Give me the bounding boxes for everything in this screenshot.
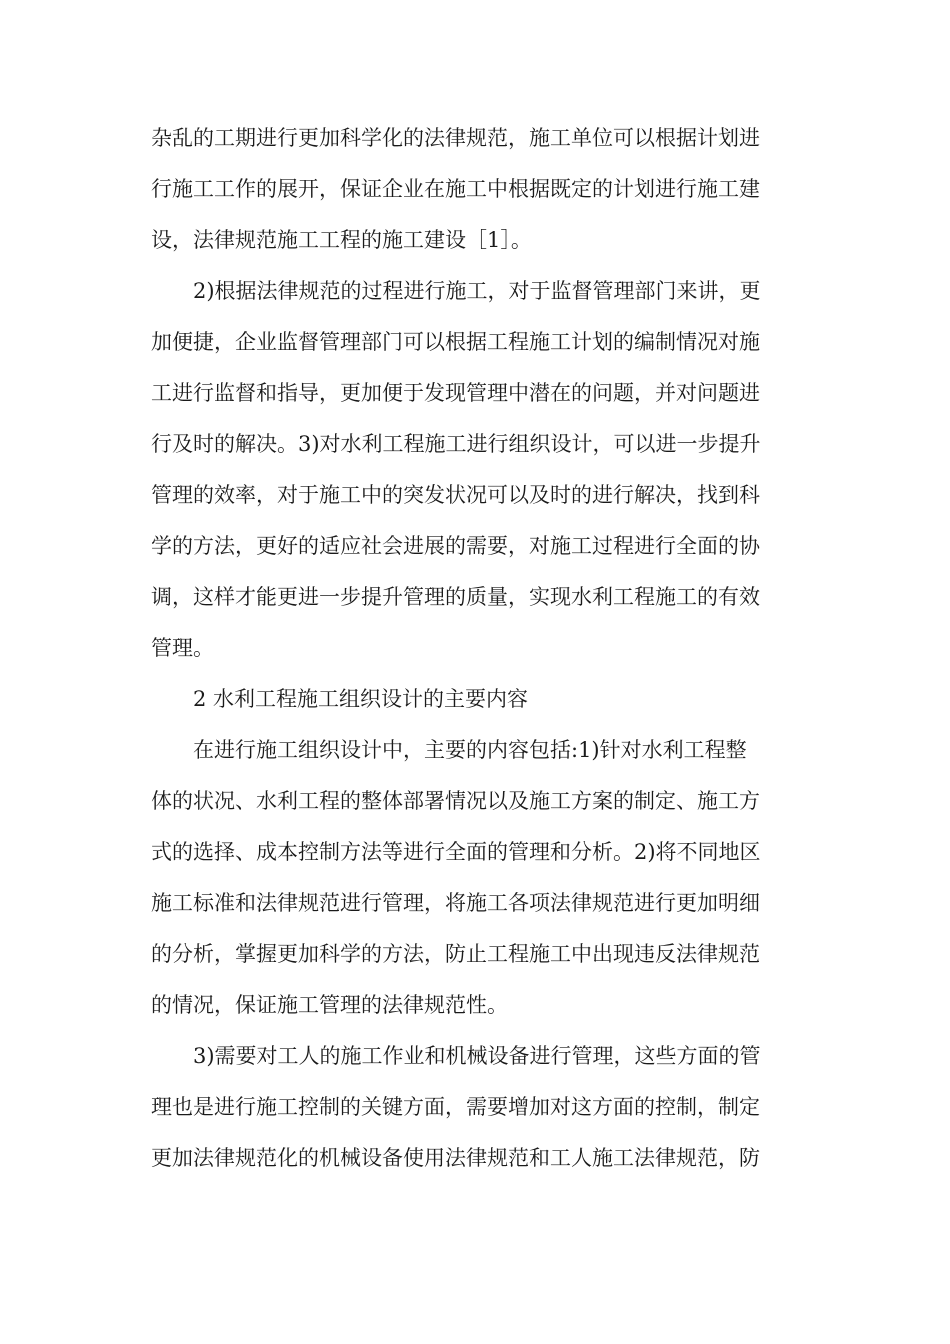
- text-line: 施工标准和法律规范进行管理，将施工各项法律规范进行更加明细: [151, 891, 760, 915]
- text-line: 管理的效率，对于施工中的突发状况可以及时的进行解决，找到科: [151, 483, 760, 507]
- text-line: 更加法律规范化的机械设备使用法律规范和工人施工法律规范，防: [151, 1146, 760, 1170]
- text-line: 工进行监督和指导，更加便于发现管理中潜在的问题，并对问题进: [151, 381, 760, 405]
- text-line: 体的状况、水利工程的整体部署情况以及施工方案的制定、施工方: [151, 789, 760, 813]
- text-line: 加便捷，企业监督管理部门可以根据工程施工计划的编制情况对施: [151, 330, 760, 354]
- section-heading: 2 水利工程施工组织设计的主要内容: [193, 687, 529, 711]
- text-line: 理也是进行施工控制的关键方面，需要增加对这方面的控制，制定: [151, 1095, 760, 1119]
- text-line: 管理。: [151, 636, 214, 660]
- text-line: 的分析，掌握更加科学的方法，防止工程施工中出现违反法律规范: [151, 942, 760, 966]
- text-line: 式的选择、成本控制方法等进行全面的管理和分析。2)将不同地区: [151, 840, 761, 864]
- text-line: 调，这样才能更进一步提升管理的质量，实现水利工程施工的有效: [151, 585, 760, 609]
- paragraph-start-line: 2)根据法律规范的过程进行施工，对于监督管理部门来讲，更: [193, 279, 761, 303]
- text-line: 学的方法，更好的适应社会进展的需要，对施工过程进行全面的协: [151, 534, 760, 558]
- text-line: 行施工工作的展开，保证企业在施工中根据既定的计划进行施工建: [151, 177, 760, 201]
- paragraph-start-line: 在进行施工组织设计中，主要的内容包括:1)针对水利工程整: [193, 738, 747, 762]
- paragraph-start-line: 3)需要对工人的施工作业和机械设备进行管理，这些方面的管: [193, 1044, 761, 1068]
- text-line: 杂乱的工期进行更加科学化的法律规范，施工单位可以根据计划进: [151, 126, 760, 150]
- text-line: 的情况，保证施工管理的法律规范性。: [151, 993, 508, 1017]
- text-line: 设，法律规范施工工程的施工建设［1］。: [151, 228, 532, 252]
- text-line: 行及时的解决。3)对水利工程施工进行组织设计，可以进一步提升: [151, 432, 761, 456]
